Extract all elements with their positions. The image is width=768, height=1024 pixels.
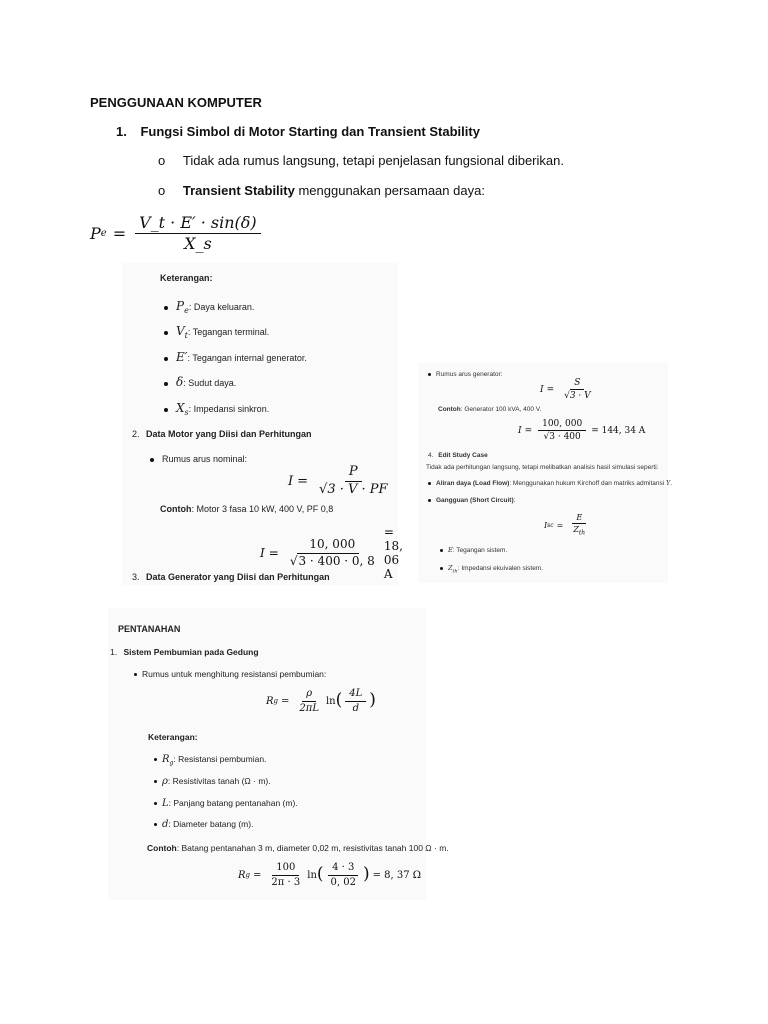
contoh-motor: Contoh: Motor 3 fasa 10 kW, 400 V, PF 0,8: [160, 504, 334, 514]
study-case-intro: Tidak ada perhitungan langsung, tetapi melibatkan analisis hasil simulasi seperti:: [426, 464, 659, 471]
keterangan-item: $V_t$: Tegangan terminal.: [164, 324, 269, 340]
section1-number: 1.: [116, 124, 127, 139]
rumus-arus-nominal: Rumus arus nominal:: [150, 454, 247, 465]
pentanahan-contoh: Contoh: Batang pentanahan 3 m, diameter 0,02 m, resistivitas tanah 100 Ω · m.: [147, 843, 449, 853]
pentanahan-title: PENTANAHAN: [118, 624, 181, 634]
pe-lhs-sub: e: [100, 228, 107, 240]
section1-heading: [116, 124, 480, 139]
sc-item-zth: $Z_{th}$: Impedansi ekuivalen sistem.: [440, 565, 543, 574]
sc-item-e: E: Tegangan sistem.: [440, 547, 507, 555]
page-title: PENGGUNAAN KOMPUTER: [90, 95, 262, 110]
section1-bullet-1: [158, 153, 564, 168]
rg-item: $R_g$: Resistansi pembumian.: [154, 754, 266, 767]
formula-gen: I = $\frac{S}{√3 \cdot V}$: [540, 378, 591, 402]
sub2-heading: 2. Data Motor yang Diisi dan Perhitungan: [132, 429, 312, 439]
pe-numerator: V_t · E′ · sin(δ): [135, 214, 261, 234]
formula-pe: P e = $\frac{V\_t \cdot E' \cdot \sin(\delta)}{X\_s}$: [90, 214, 264, 254]
bullet-2-bold: Transient Stability: [182, 183, 295, 198]
contoh-generator: Contoh: Generator 100 kVA, 400 V.: [438, 406, 542, 413]
pentanahan-sub1: 1. Sistem Pembumian pada Gedung: [110, 647, 259, 657]
motor-starting-panel: [122, 263, 403, 585]
sub3-heading: 3. Data Generator yang Diisi dan Perhitungan: [132, 572, 330, 582]
calc-generator: I = $\frac{100, 000}{√3 \cdot 400}$ = 144, 34 A: [518, 419, 646, 443]
section1-bullet-2: [158, 183, 485, 198]
formula-rg: R g = $\frac{\rho}{2\pi L}$ ln ( $\frac{4L}{d}$ ): [266, 688, 376, 714]
bullet-marker: o: [158, 183, 166, 198]
sub4-heading: 4. Edit Study Case: [428, 452, 488, 459]
keterangan-item: E′: Tegangan internal generator.: [164, 350, 307, 364]
pe-denominator: X_s: [184, 234, 212, 254]
pe-lhs: P: [90, 224, 101, 244]
gangguan-item: Gangguan (Short Circuit):: [428, 497, 515, 505]
rho-item: ρ: Resistivitas tanah (Ω · m).: [154, 776, 271, 788]
pentanahan-rumus-label: Rumus untuk menghitung resistansi pembumian:: [134, 669, 326, 679]
bullet-1-text: Tidak ada rumus langsung, tetapi penjelasan fungsional diberikan.: [182, 153, 564, 168]
keterangan-item: δ: Sudut daya.: [164, 375, 236, 389]
aliran-daya-item: Aliran daya (Load Flow): Menggunakan hukum Kirchoff dan matriks admitansi Y.: [428, 480, 672, 488]
rumus-arus-generator: Rumus arus generator:: [428, 371, 502, 379]
calc-rg: R g = $\frac{100}{2\pi \cdot 3}$ ln ( $\frac{4 \cdot 3}{0, 02}$ ) = 8, 37 Ω: [238, 862, 422, 888]
keterangan-item: $P_e$: Daya keluaran.: [164, 299, 254, 315]
bullet-marker: o: [158, 153, 166, 168]
bullet-2-text: menggunakan persamaan daya:: [298, 183, 485, 198]
pentanahan-panel: [108, 608, 449, 900]
keterangan-item: $X_s$: Impedansi sinkron.: [164, 401, 269, 417]
section1-heading-text: Fungsi Simbol di Motor Starting dan Transient Stability: [140, 124, 480, 139]
generator-panel: [418, 363, 673, 583]
calc-motor: I = $\frac{10, 000}{√3 \cdot 400 \cdot 0, 8}$ = 18, 06 A: [260, 525, 403, 581]
formula-nominal: I = $\frac{P}{√3 \cdot V \cdot PF}$: [288, 464, 388, 497]
keterangan-title: Keterangan:: [160, 273, 213, 283]
pentanahan-keterangan: Keterangan:: [148, 732, 198, 742]
formula-sc: I sc = $\frac{E}{Z_{th}}$: [544, 513, 586, 537]
d-item: d: Diameter batang (m).: [154, 819, 253, 831]
l-item: L: Panjang batang pentanahan (m).: [154, 798, 298, 810]
